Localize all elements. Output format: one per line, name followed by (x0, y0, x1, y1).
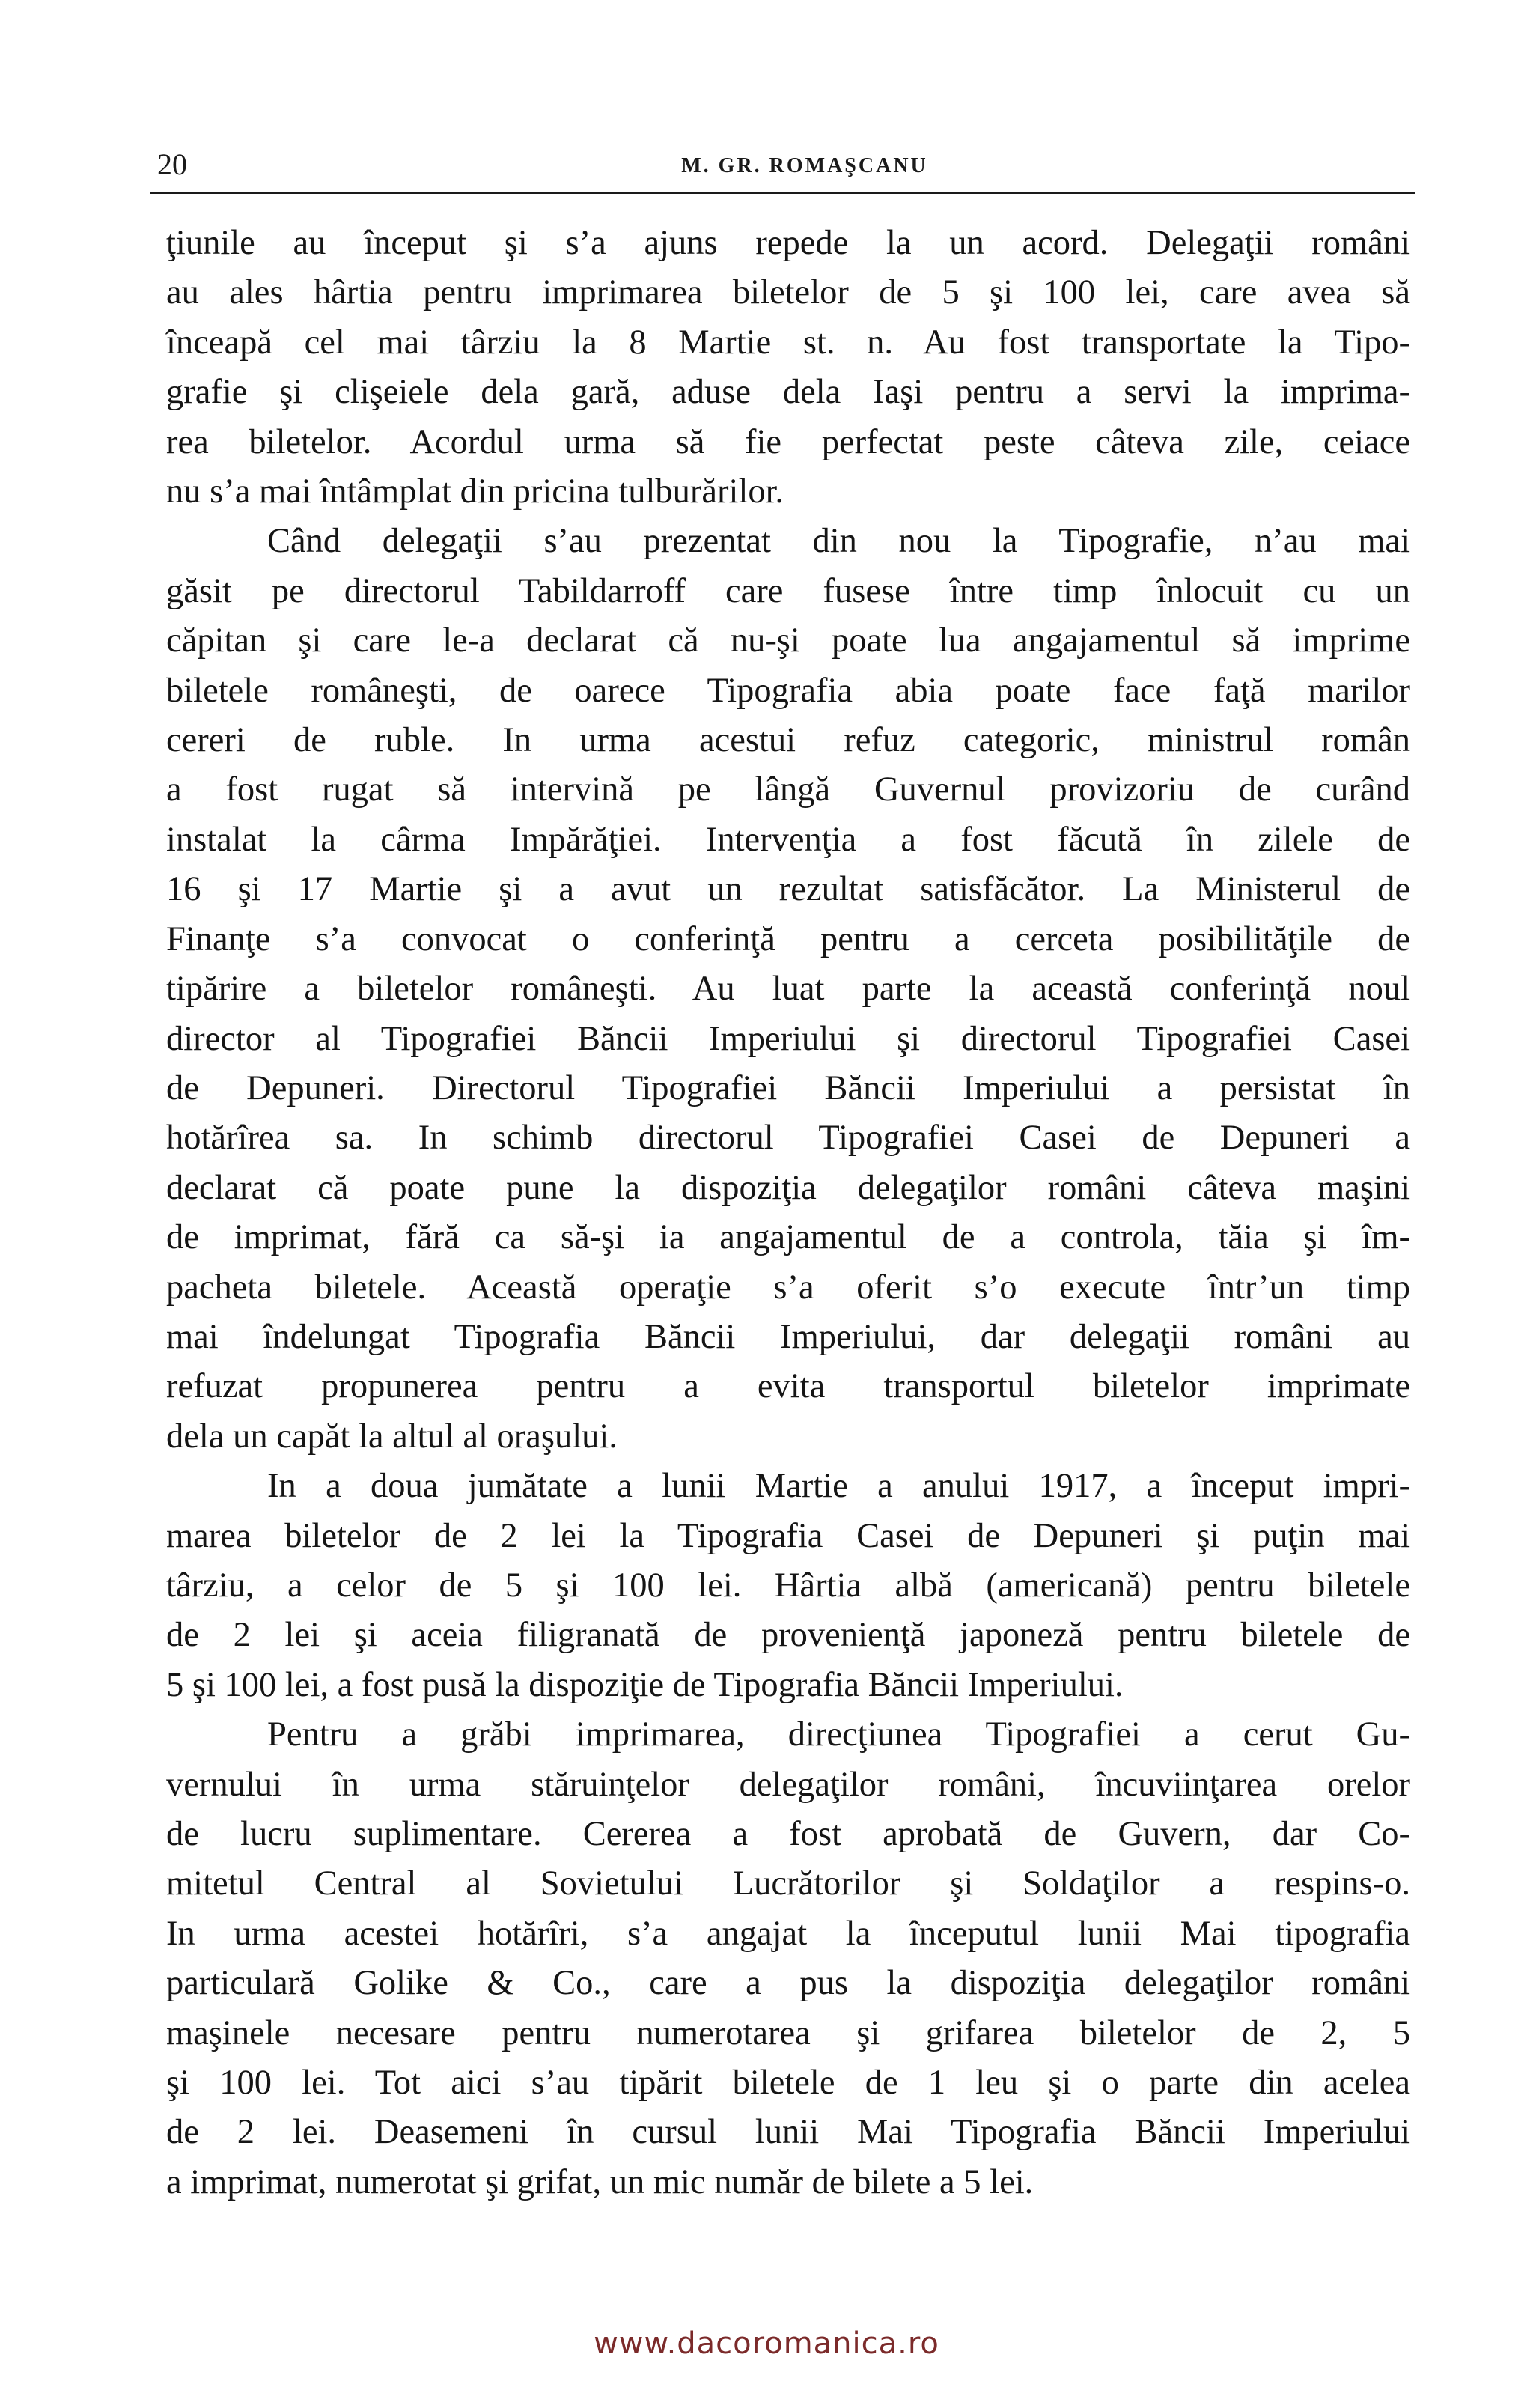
paragraph-2 (166, 517, 1410, 1462)
text-line: biletele româneşti, de oarece Tipografia abia poate face faţă marilor (166, 671, 1410, 710)
text-line: declarat că poate pune la dispoziţia delegaţilor români câteva maşini (166, 1168, 1410, 1207)
text-line: In a doua jumătate a lunii Martie a anului 1917, a început impri- (267, 1467, 1410, 1506)
text-line: marea biletelor de 2 lei la Tipografia Casei de Depuneri şi puţin mai (166, 1516, 1410, 1555)
text-line: director al Tipografiei Băncii Imperiului şi directorul Tipografiei Casei (166, 1019, 1410, 1058)
text-line: de 2 lei şi aceia filigranată de provenienţă japoneză pentru biletele de (166, 1616, 1410, 1655)
text-line: de lucru suplimentare. Cererea a fost aprobată de Guvern, dar Co- (166, 1815, 1410, 1853)
header-rule (150, 192, 1415, 194)
page-header (150, 145, 1415, 184)
text-line: pacheta biletele. Această operaţie s’a oferit s’o execute într’un timp (166, 1268, 1410, 1307)
text-line: In urma acestei hotărîri, s’a angajat la începutul lunii Mai tipografia (166, 1914, 1410, 1953)
text-line: şi 100 lei. Tot aici s’au tipărit biletele de 1 leu şi o parte din acelea (166, 2064, 1410, 2103)
paragraph-4 (166, 1710, 1410, 2207)
text-line: hotărîrea sa. In schimb directorul Tipografiei Casei de Depuneri a (166, 1119, 1410, 1158)
text-line: au ales hârtia pentru imprimarea biletelor de 5 şi 100 lei, care avea să (166, 273, 1410, 312)
text-line: 5 şi 100 lei, a fost pusă la dispoziţie de Tipografia Băncii Imperiului. (166, 1665, 1124, 1704)
text-line: înceapă cel mai târziu la 8 Martie st. n. Au fost transportate la Tipo- (166, 323, 1410, 362)
text-line: mitetul Central al Sovietului Lucrătorilor şi Soldaţilor a respins-o. (166, 1864, 1410, 1903)
text-line: maşinele necesare pentru numerotarea şi grifarea biletelor de 2, 5 (166, 2013, 1410, 2052)
text-line: instalat la cârma Impărăţiei. Intervenţia a fost făcută în zilele de (166, 820, 1410, 859)
text-line: căpitan şi care le-a declarat că nu-şi poate lua angajamentul să imprime (166, 621, 1410, 660)
text-line: rea biletelor. Acordul urma să fie perfectat peste câteva zile, ceiace (166, 422, 1410, 461)
text-line: târziu, a celor de 5 şi 100 lei. Hârtia albă (americană) pentru biletele (166, 1566, 1410, 1605)
body-text (166, 219, 1410, 2207)
running-head: M. GR. ROMAŞCANU (681, 154, 928, 177)
text-line: a imprimat, numerotat şi grifat, un mic număr de bilete a 5 lei. (166, 2162, 1034, 2201)
text-line: Când delegaţii s’au prezentat din nou la Tipografie, n’au mai (267, 522, 1410, 561)
text-line: Pentru a grăbi imprimarea, direcţiunea Tipografiei a cerut Gu- (267, 1715, 1410, 1754)
text-line: a fost rugat să intervină pe lângă Guvernul provizoriu de curând (166, 770, 1410, 809)
text-line: nu s’a mai întâmplat din pricina tulburărilor. (166, 472, 784, 511)
paragraph-1 (166, 219, 1410, 517)
text-line: vernului în urma stăruinţelor delegaţilor români, încuviinţarea orelor (166, 1765, 1410, 1804)
paragraph-3 (166, 1462, 1410, 1710)
text-line: tipărire a biletelor româneşti. Au luat parte la această conferinţă noul (166, 970, 1410, 1009)
text-line: cereri de ruble. In urma acestui refuz categoric, ministrul român (166, 721, 1410, 760)
page-number: 20 (157, 148, 187, 181)
text-line: dela un capăt la altul al oraşului. (166, 1417, 618, 1456)
text-line: refuzat propunerea pentru a evita transportul biletelor imprimate (166, 1367, 1410, 1406)
text-line: ţiunile au început şi s’a ajuns repede la un acord. Delegaţii români (166, 224, 1410, 262)
text-line: mai îndelungat Tipografia Băncii Imperiului, dar delegaţii români au (166, 1317, 1410, 1356)
text-line: 16 şi 17 Martie şi a avut un rezultat satisfăcător. La Ministerul de (166, 870, 1410, 909)
text-line: grafie şi clişeiele dela gară, aduse dela Iaşi pentru a servi la imprima- (166, 373, 1410, 412)
text-line: de Depuneri. Directorul Tipografiei Băncii Imperiului a persistat în (166, 1068, 1410, 1107)
watermark-url: www.dacoromanica.ro (594, 2326, 939, 2361)
text-line: de imprimat, fără ca să-şi ia angajamentul de a controla, tăia şi îm- (166, 1218, 1410, 1257)
text-line: găsit pe directorul Tabildarroff care fusese între timp înlocuit cu un (166, 571, 1410, 610)
text-line: Finanţe s’a convocat o conferinţă pentru a cerceta posibilităţile de (166, 919, 1410, 958)
text-line: de 2 lei. Deasemeni în cursul lunii Mai Tipografia Băncii Imperiului (166, 2113, 1410, 2152)
text-line: particulară Golike & Co., care a pus la dispoziţia delegaţilor români (166, 1964, 1410, 2003)
